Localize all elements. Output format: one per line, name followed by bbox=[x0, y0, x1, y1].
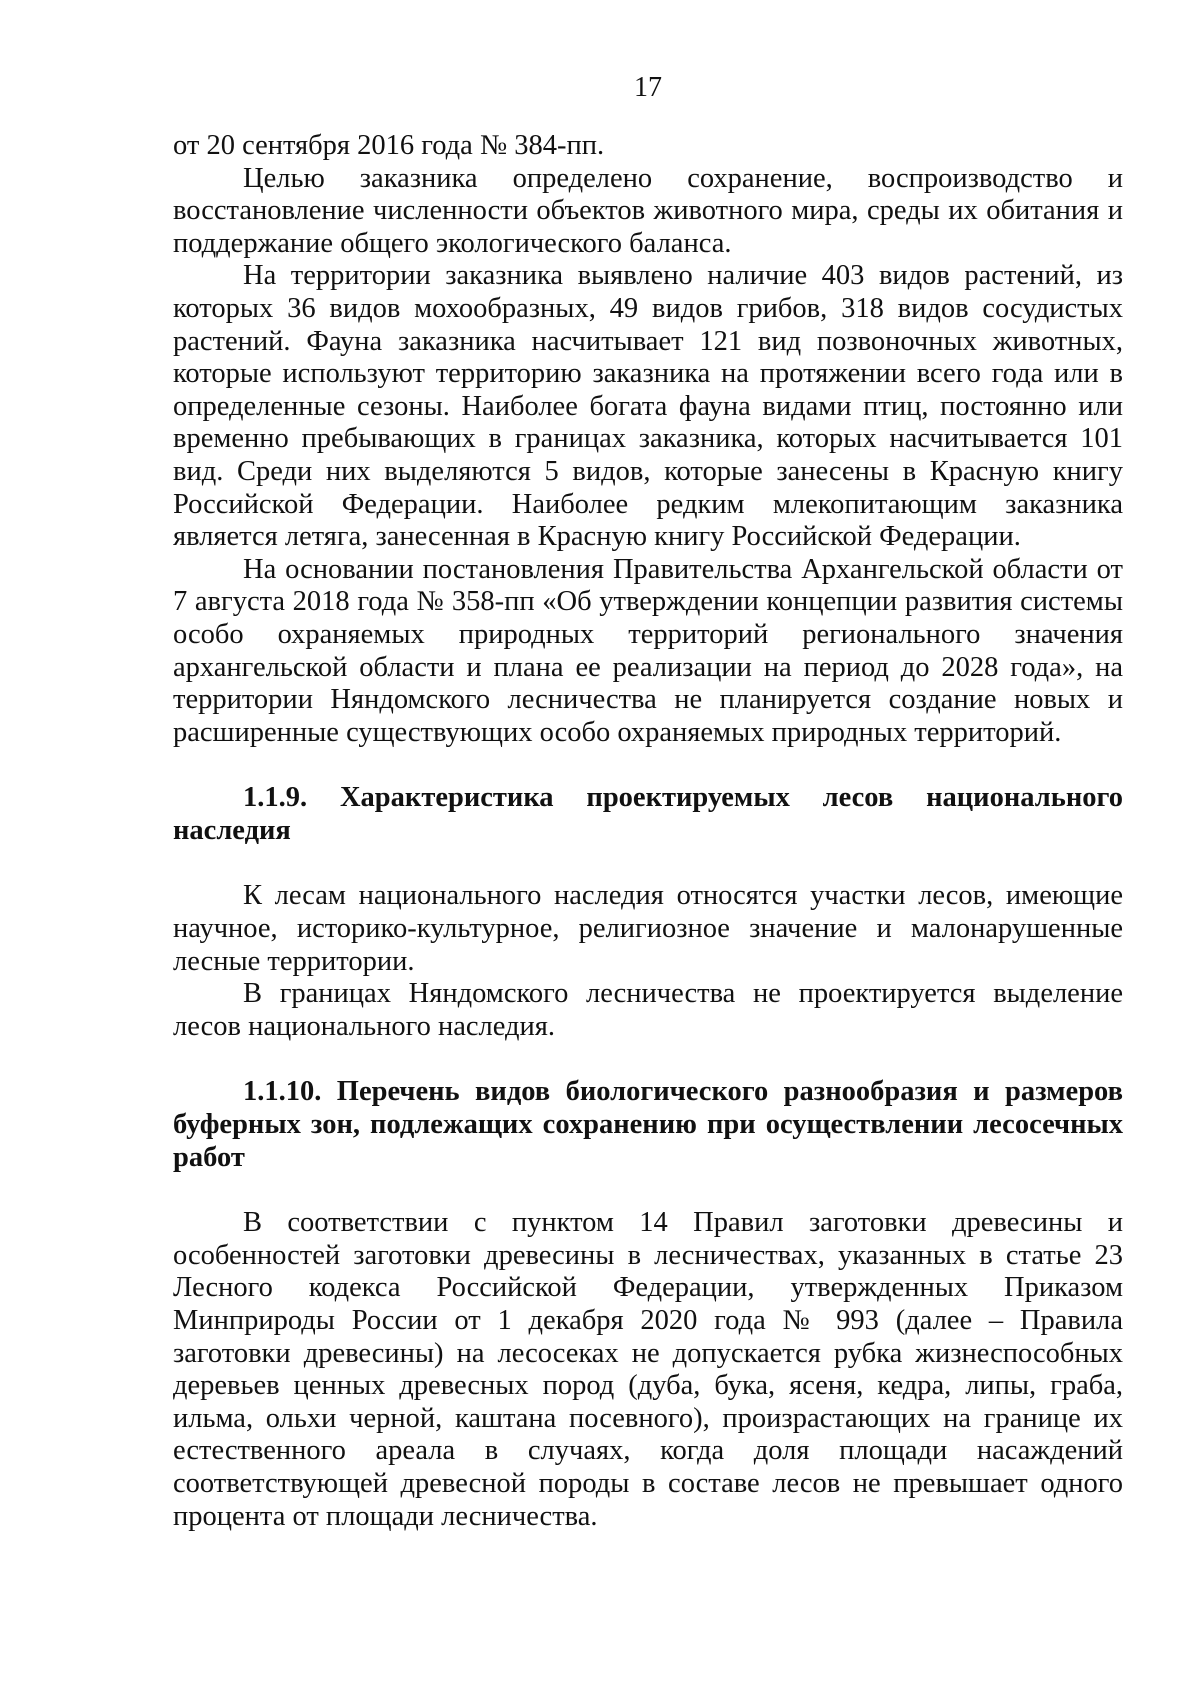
page-number: 17 bbox=[634, 72, 662, 103]
paragraph-heritage-forests: К лесам национального наследия относятся участки лесов, имеющие научное, историко-культурное, религиозное значение и малонарушенные лесные территории. bbox=[173, 880, 1123, 977]
paragraph-reserve-goal: Целью заказника определено сохранение, воспроизводство и восстановление численности объектов животного мира, среды их обитания и поддержание общего экологического баланса. bbox=[173, 162, 1123, 259]
section-heading-1-1-9: 1.1.9. Характеристика проектируемых лесов национального наследия bbox=[173, 782, 1123, 846]
paragraph-species-list: На территории заказника выявлено наличие 403 видов растений, из которых 36 видов мохообразных, 49 видов грибов, 318 видов сосудистых растений. Фауна заказника насчитывает 121 вид позвоночных животных, которые используют территорию заказника на протяжении всего года или в определенные сезоны. Наиболее богата фауна видами птиц, постоянно или временно пребывающих в границах заказника, которых насчитывается 101 вид. Среди них выделяются 5 видов, которые занесены в Красную книгу Российской Федерации. Наиболее редким млекопитающим заказника является летяга, занесенная в Красную книгу Российской Федерации. bbox=[173, 260, 1123, 553]
paragraph-heritage-boundaries: В границах Няндомского лесничества не проектируется выделение лесов национального наследия. bbox=[173, 978, 1123, 1042]
section-heading-1-1-10: 1.1.10. Перечень видов биологического разнообразия и размеров буферных зон, подлежащих сохранению при осуществлении лесосечных работ bbox=[173, 1076, 1123, 1173]
document-body bbox=[173, 130, 1123, 1533]
paragraph-continuation: от 20 сентября 2016 года № 384-пп. bbox=[173, 130, 605, 161]
paragraph-logging-rules: В соответствии с пунктом 14 Правил заготовки древесины и особенностей заготовки древесины в лесничествах, указанных в статье 23 Лесного кодекса Российской Федерации, утвержденных Приказом Минприроды России от 1 декабря 2020 года № 993 (далее – Правила заготовки древесины) на лесосеках не допускается рубка жизнеспособных деревьев ценных древесных пород (дуба, бука, ясеня, кедра, липы, граба, ильма, ольхи черной, каштана посевного), произрастающих на границе их естественного ареала в случаях, когда доля площади насаждений соответствующей древесной породы в составе лесов не превышает одного процента от площади лесничества. bbox=[173, 1207, 1123, 1532]
paragraph-government-decree: На основании постановления Правительства Архангельской области от 7 августа 2018 года № 358-пп «Об утверждении концепции развития системы особо охраняемых природных территорий регионального значения архангельской области и плана ее реализации на период до 2028 года», на территории Няндомского лесничества не планируется создание новых и расширенные существующих особо охраняемых природных территорий. bbox=[173, 553, 1123, 748]
